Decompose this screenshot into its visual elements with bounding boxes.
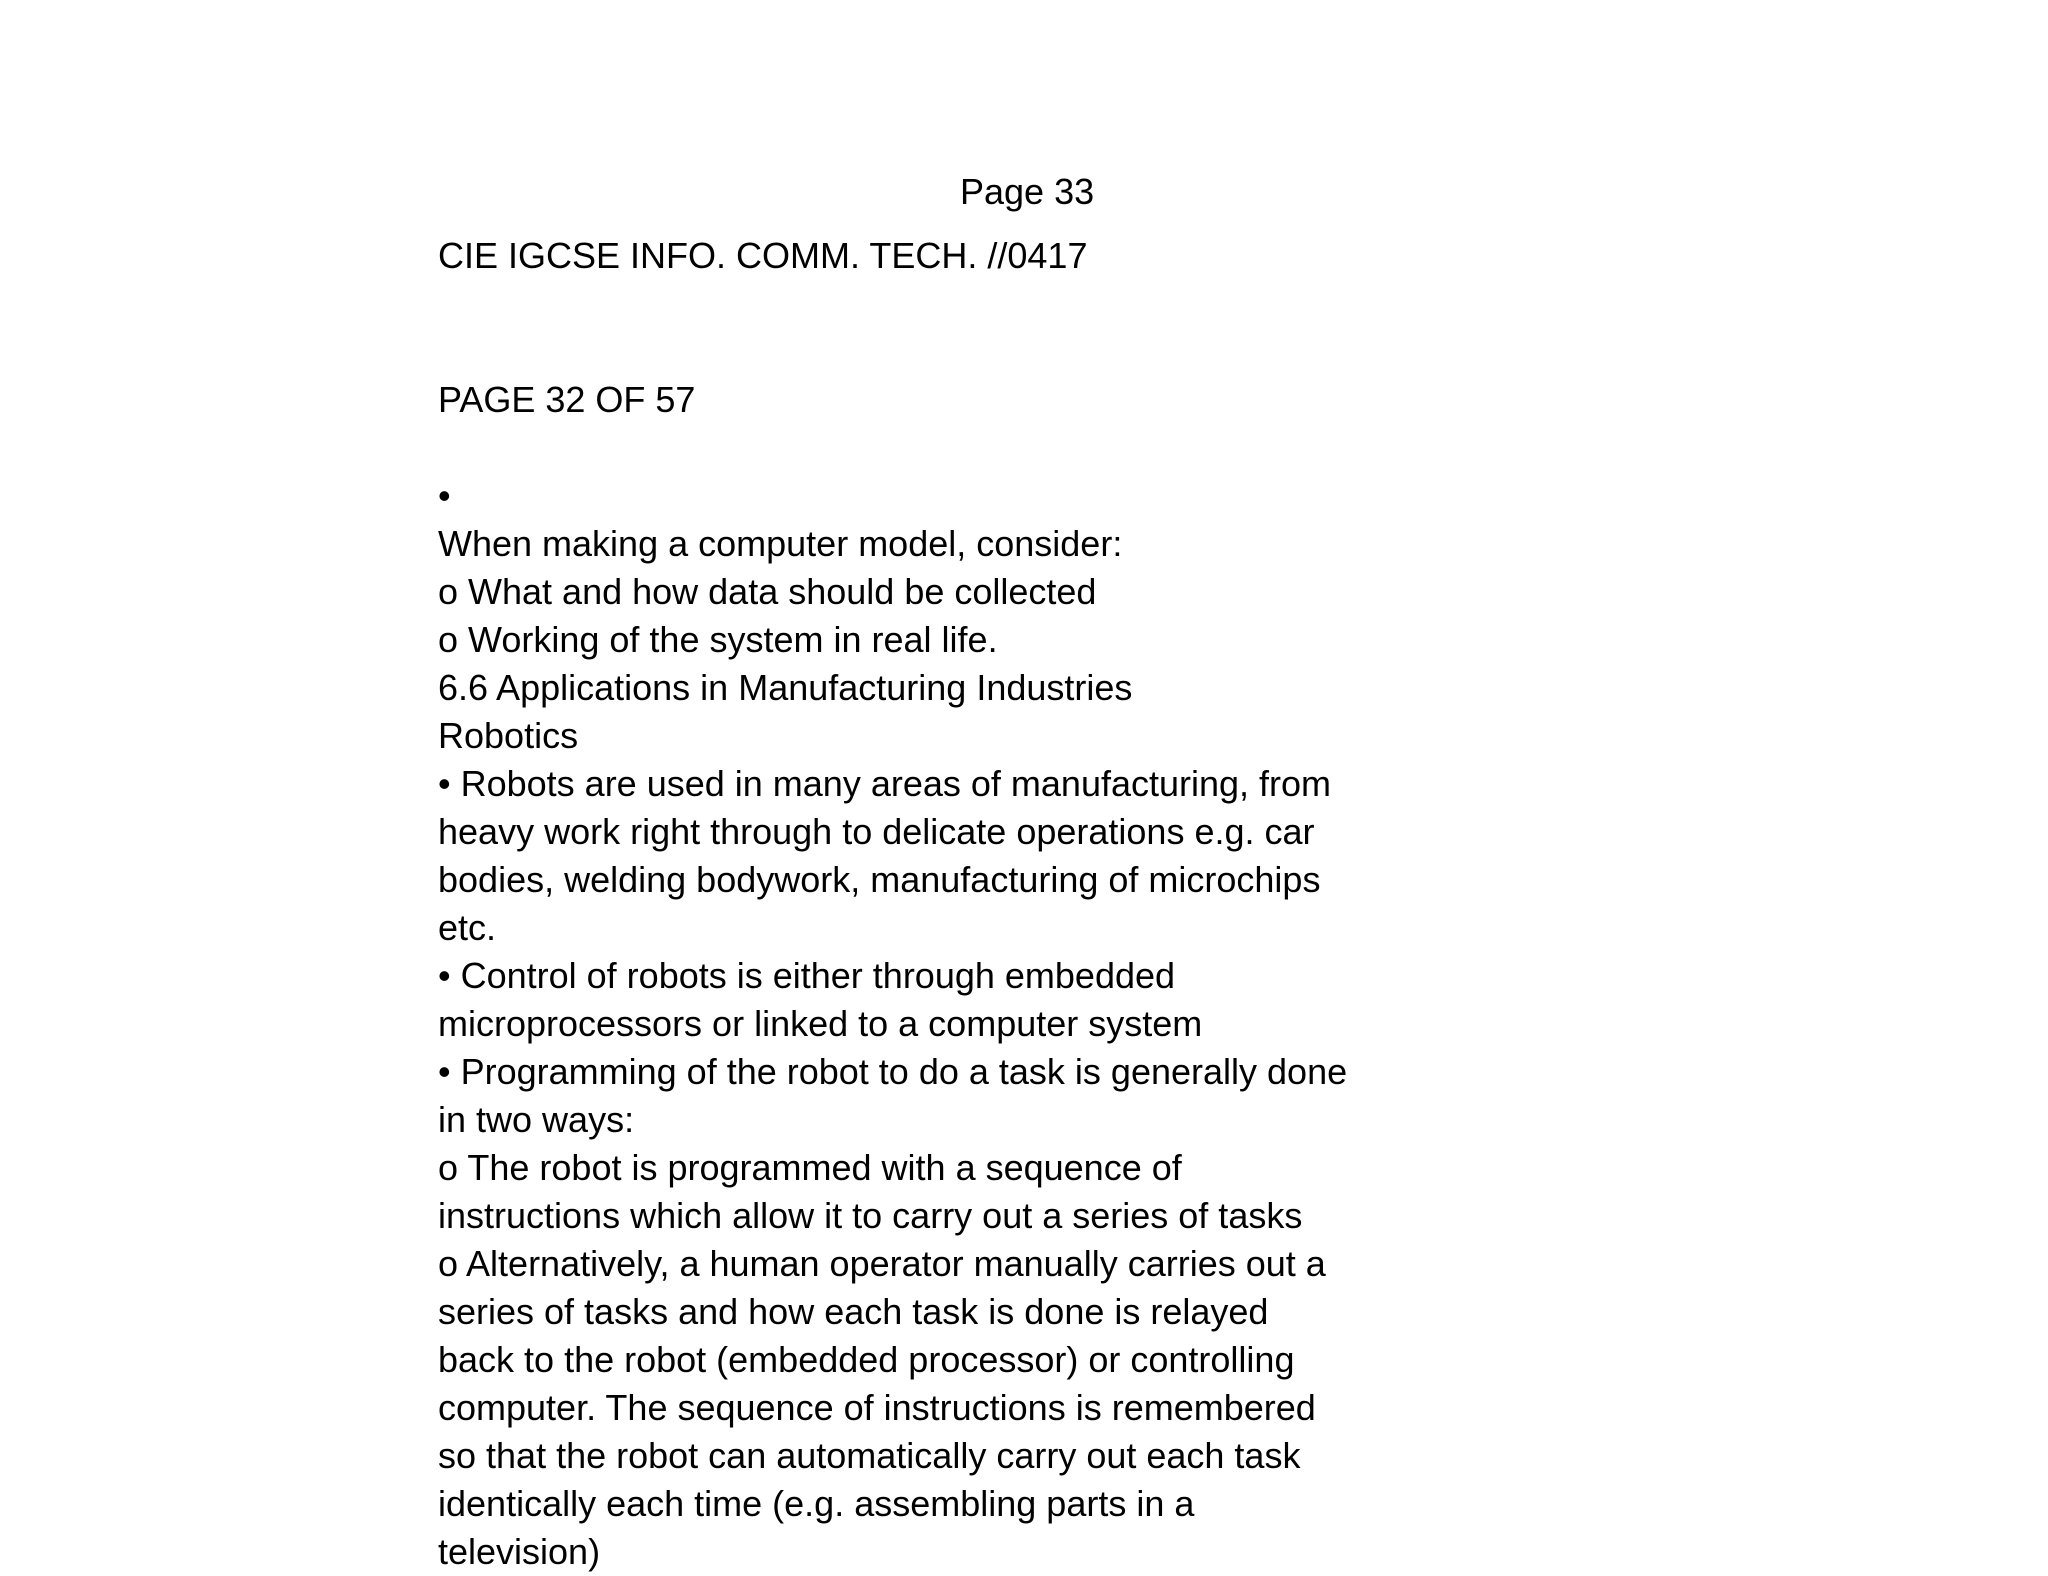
- body-line: o What and how data should be collected: [438, 571, 1097, 612]
- body-line: identically each time (e.g. assembling parts in a: [438, 1483, 1195, 1524]
- page-count: PAGE 32 OF 57: [438, 379, 696, 420]
- body-line: o Working of the system in real life.: [438, 619, 998, 660]
- body-line: When making a computer model, consider:: [438, 523, 1123, 564]
- body-line: bodies, welding bodywork, manufacturing of microchips: [438, 859, 1321, 900]
- page-number: Page 33: [960, 171, 1095, 212]
- body-line: microprocessors or linked to a computer system: [438, 1003, 1203, 1044]
- standalone-bullet: •: [438, 475, 451, 516]
- body-line: so that the robot can automatically carry out each task: [438, 1435, 1301, 1476]
- body-line: instructions which allow it to carry out a series of tasks: [438, 1195, 1303, 1236]
- course-header: CIE IGCSE INFO. COMM. TECH. //0417: [438, 235, 1088, 276]
- body-line: o Alternatively, a human operator manually carries out a: [438, 1243, 1326, 1284]
- body-line: etc.: [438, 907, 497, 948]
- body-line: in two ways:: [438, 1099, 635, 1140]
- body-line: • Robots are used in many areas of manufacturing, from: [438, 763, 1332, 804]
- body-line: back to the robot (embedded processor) or controlling: [438, 1339, 1295, 1380]
- body-line: o The robot is programmed with a sequence of: [438, 1147, 1182, 1188]
- body-line: • Programming of the robot to do a task is generally done: [438, 1051, 1348, 1092]
- body-line: • Control of robots is either through embedded: [438, 955, 1176, 996]
- document-body: [438, 520, 1347, 1576]
- section-heading: 6.6 Applications in Manufacturing Industries: [438, 667, 1133, 708]
- body-line: television): [438, 1531, 601, 1572]
- body-line: series of tasks and how each task is done is relayed: [438, 1291, 1269, 1332]
- body-line: computer. The sequence of instructions is remembered: [438, 1387, 1316, 1428]
- body-line: heavy work right through to delicate operations e.g. car: [438, 811, 1315, 852]
- subsection-heading: Robotics: [438, 715, 579, 756]
